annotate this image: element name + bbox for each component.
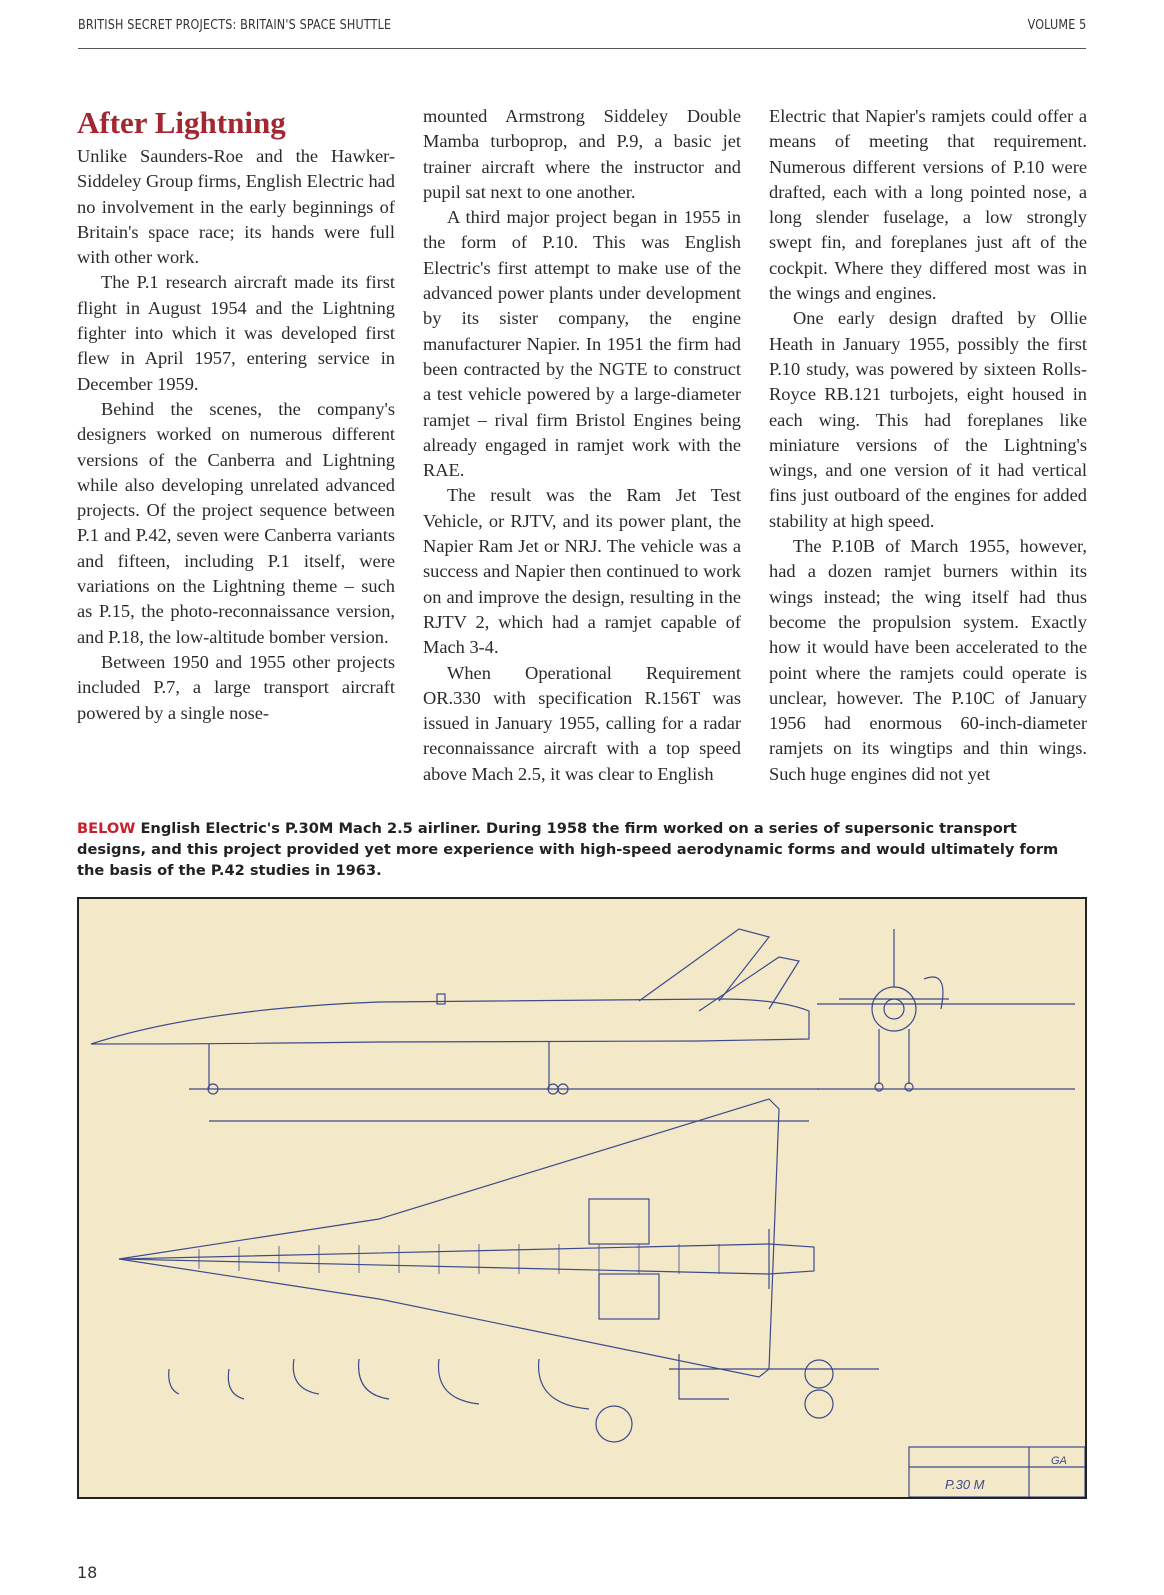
paragraph: Electric that Napier's ramjets could offer a means of meeting that requirement. Numerous different versions of P.10 were drafted, each with a long pointed nose, a long slender fuselage, a low strongly swept fin, and foreplanes just aft of the cockpit. Where they differed most was in the wings and engines.: [769, 106, 1087, 304]
text-column-3: [769, 104, 1087, 787]
text-column-1: [77, 104, 395, 726]
title-block-ga: GA: [1051, 1455, 1067, 1467]
title-block-label: P.30 M: [945, 1477, 985, 1492]
paragraph: Behind the scenes, the company's designers worked on numerous different versions of the Canberra and Lightning while also developing unrelated advanced projects. Of the project sequence between P.1 and P.42, seven were Canberra variants and fifteen, including P.1 itself, were variations on the Lightning theme – such as P.15, the photo-reconnaissance version, and P.18, the low-altitude bomber version.: [77, 398, 395, 647]
paragraph: When Operational Requirement OR.330 with specification R.156T was issued in January 1955, calling for a radar reconnaissance aircraft with a top speed above Mach 2.5, it was clear to English: [423, 662, 741, 784]
paragraph: Between 1950 and 1955 other projects included P.7, a large transport aircraft powered by a single nose-: [77, 651, 395, 723]
paragraph: One early design drafted by Ollie Heath in January 1955, possibly the first P.10 study, was powered by sixteen Rolls-Royce RB.121 turbojets, eight housed in each wing. This had foreplanes like miniature versions of the Lightning's wings, and one version of it had vertical fins just outboard of the engines for added stability at high speed.: [769, 308, 1087, 531]
paragraph: The result was the Ram Jet Test Vehicle, or RJTV, and its power plant, the Napier Ram Jet or NRJ. The vehicle was a success and Napier then continued to work on and improve the design, resulting in the RJTV 2, which had a ramjet capable of Mach 3-4.: [423, 485, 741, 658]
text-column-2: [423, 104, 741, 787]
page-number: 18: [77, 1563, 98, 1582]
paragraph: Unlike Saunders-Roe and the Hawker-Siddeley Group firms, English Electric had no involvement in the early beginnings of Britain's space race; its hands were full with other work.: [77, 146, 395, 268]
blueprint-figure: [77, 897, 1087, 1499]
running-header-volume: VOLUME 5: [1027, 18, 1086, 33]
caption-tag: BELOW: [77, 820, 136, 837]
figure-caption: [77, 818, 1087, 881]
paragraph: mounted Armstrong Siddeley Double Mamba turboprop, and P.9, a basic jet trainer aircraft where the instructor and pupil sat next to one another.: [423, 106, 741, 202]
paragraph: A third major project began in 1955 in the form of P.10. This was English Electric's first attempt to make use of the advanced power plants under development by its sister company, the engine manufacturer Napier. In 1951 the firm had been contracted by the NGTE to construct a test vehicle powered by a large-diameter ramjet – rival firm Bristol Engines being already engaged in ramjet work with the RAE.: [423, 207, 741, 481]
aircraft-blueprint-drawing: [79, 899, 1085, 1497]
article-title: After Lightning: [77, 105, 286, 140]
running-header-title: BRITISH SECRET PROJECTS: BRITAIN'S SPACE SHUTTLE: [78, 18, 392, 33]
caption-text: English Electric's P.30M Mach 2.5 airliner. During 1958 the firm worked on a series of supersonic transport designs, and this project provided yet more experience with high-speed aerodynamic forms and would ultimately form the basis of the P.42 studies in 1963.: [77, 820, 1059, 879]
running-header: [78, 18, 1086, 49]
paragraph: The P.1 research aircraft made its first flight in August 1954 and the Lightning fighter into which it was developed first flew in April 1957, entering service in December 1959.: [77, 272, 395, 394]
paragraph: The P.10B of March 1955, however, had a dozen ramjet burners within its wings instead; the wing itself had thus become the propulsion system. Exactly how it would have been accelerated to the point where the ramjets could operate is unclear, however. The P.10C of January 1956 had enormous 60-inch-diameter ramjets on its wingtips and thin wings. Such huge engines did not yet: [769, 536, 1087, 784]
